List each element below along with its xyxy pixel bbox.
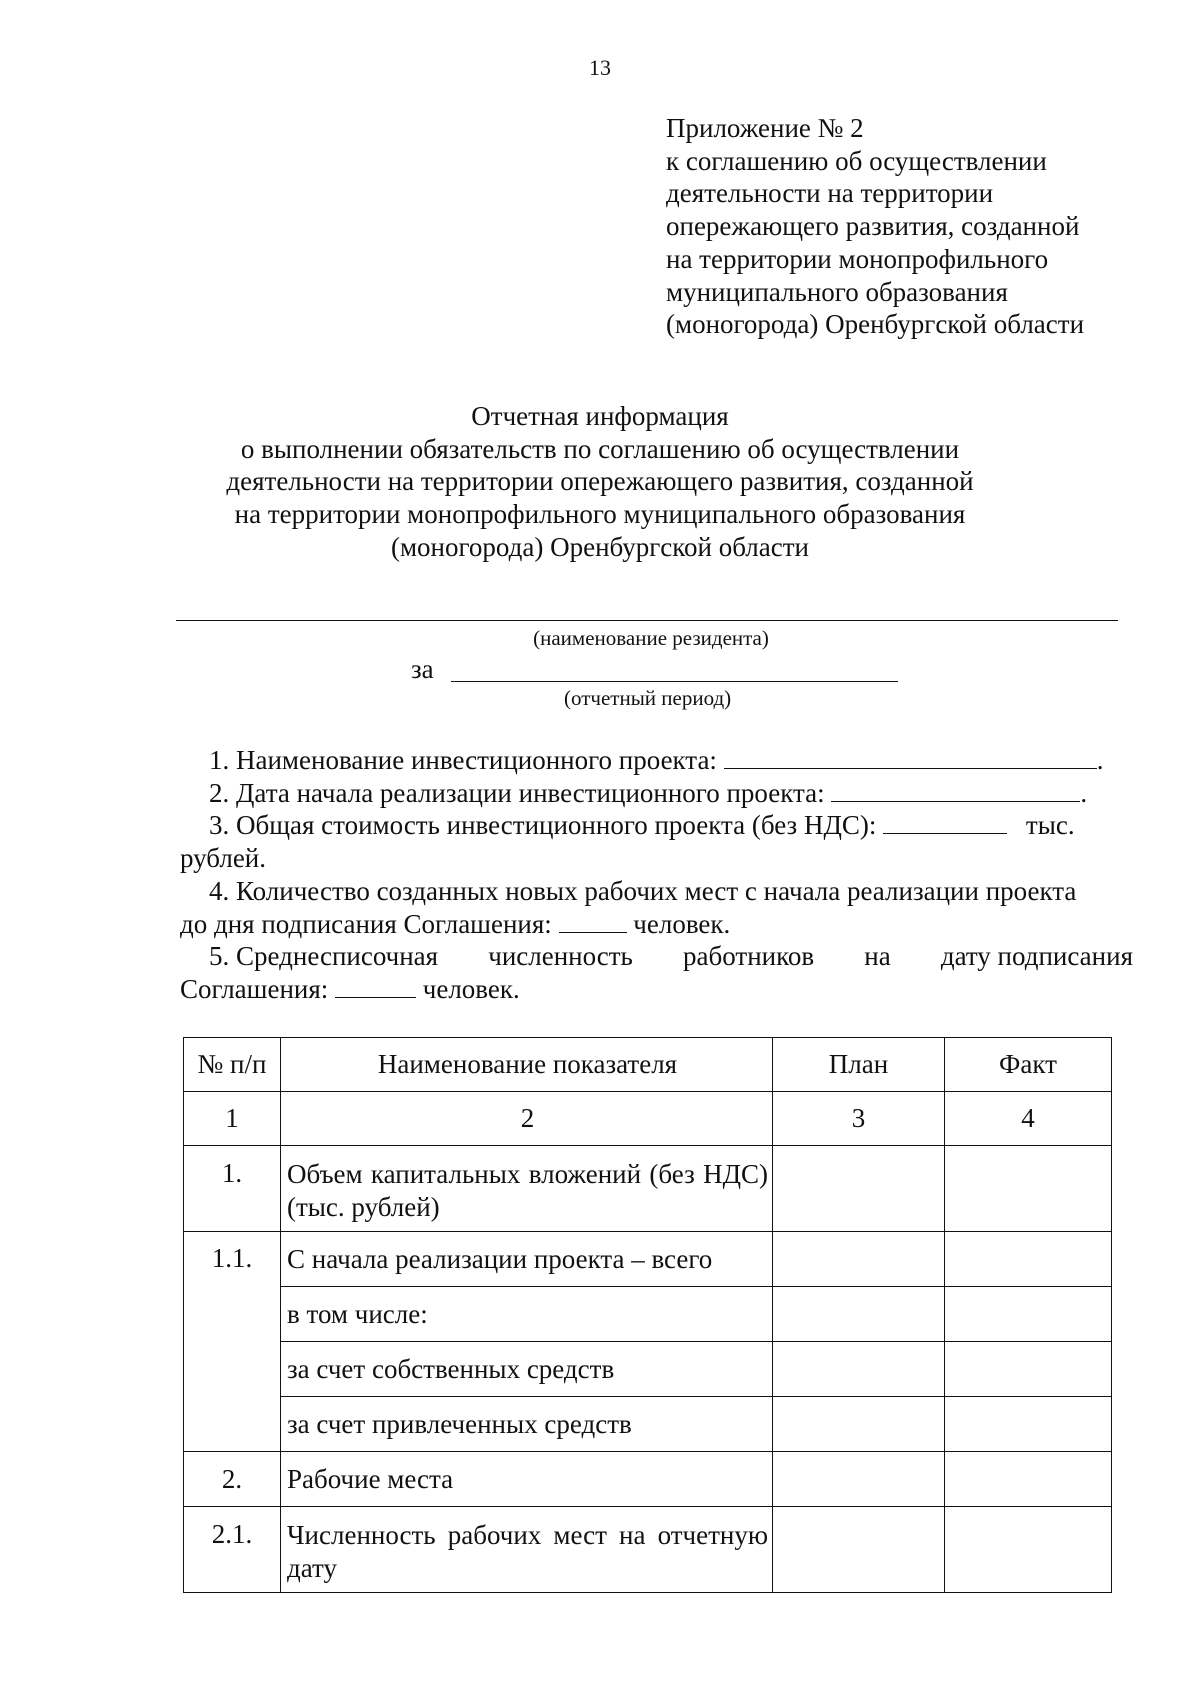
reporting-period-field[interactable] [451, 681, 898, 682]
header-num: № п/п [184, 1038, 281, 1092]
item-1-end: . [1096, 745, 1104, 775]
table-row [184, 1287, 1112, 1342]
item-4-cont [180, 908, 1133, 941]
row-name: С начала реализации проекта – всего [281, 1232, 773, 1287]
item-5-word: дату подписания [940, 941, 1133, 972]
row-name: за счет привлеченных средств [281, 1397, 773, 1452]
appendix-line: муниципального образования [666, 276, 1008, 307]
row-name: Объем капитальных вложений (без НДС) (тыс. рублей) [281, 1146, 773, 1232]
resident-caption: (наименование резидента) [533, 626, 769, 650]
item-4-label: 4. Количество созданных новых рабочих мест с начала реализации проекта [209, 875, 1077, 906]
item-5-word: работников [683, 941, 815, 972]
project-cost-field[interactable] [883, 811, 1007, 834]
item-5-cont [180, 973, 1133, 1006]
new-jobs-field[interactable] [559, 910, 627, 933]
fact-cell[interactable] [945, 1146, 1112, 1232]
item-5 [180, 940, 1133, 973]
col-num-3: 3 [773, 1092, 945, 1146]
fact-cell[interactable] [945, 1342, 1112, 1397]
title-line: о выполнении обязательств по соглашению об осуществлении [240, 433, 960, 464]
resident-name-field[interactable] [176, 620, 1118, 621]
header-plan: План [773, 1038, 945, 1092]
row-name: Рабочие места [281, 1452, 773, 1507]
item-3-cont: рублей. [180, 843, 267, 874]
item-2-label: 2. Дата начала реализации инвестиционного проекта: [209, 777, 825, 808]
title-line: на территории монопрофильного муниципального образования [234, 499, 966, 530]
column-number-row [184, 1092, 1112, 1146]
row-name: Численность рабочих мест на отчетную дату [281, 1507, 773, 1593]
item-4-label-b: до дня подписания Соглашения: [180, 908, 552, 939]
fact-cell[interactable] [945, 1507, 1112, 1593]
plan-cell[interactable] [773, 1342, 945, 1397]
item-5-label-b: Соглашения: [180, 973, 329, 1004]
row-num: 2. [184, 1452, 281, 1507]
item-1-label: 1. Наименование инвестиционного проекта: [209, 745, 717, 775]
table-row [184, 1146, 1112, 1232]
appendix-line: (моногорода) Оренбургской области [666, 309, 1085, 340]
fact-cell[interactable] [945, 1452, 1112, 1507]
project-name-field[interactable] [724, 746, 1097, 769]
item-5-word: на [864, 941, 891, 972]
header-name: Наименование показателя [281, 1038, 773, 1092]
row-name: за счет собственных средств [281, 1342, 773, 1397]
appendix-line: опережающего развития, созданной [666, 211, 1080, 242]
report-title [0, 400, 1200, 564]
table-row [184, 1452, 1112, 1507]
row-num: 2.1. [184, 1507, 281, 1593]
col-num-1: 1 [184, 1092, 281, 1146]
title-line: деятельности на территории опережающего развития, созданной [226, 466, 974, 497]
plan-cell[interactable] [773, 1232, 945, 1287]
appendix-line: на территории монопрофильного [666, 243, 1049, 274]
indicators-table [183, 1037, 1112, 1593]
item-3-label: 3. Общая стоимость инвестиционного проекта (без НДС): [209, 810, 877, 841]
item-5-word: численность [488, 941, 633, 972]
fact-cell[interactable] [945, 1232, 1112, 1287]
col-num-2: 2 [281, 1092, 773, 1146]
row-name: в том числе: [281, 1287, 773, 1342]
title-line: Отчетная информация [471, 401, 729, 431]
col-num-4: 4 [945, 1092, 1112, 1146]
appendix-line: к соглашению об осуществлении [666, 145, 1047, 176]
title-line: (моногорода) Оренбургской области [390, 531, 809, 562]
item-3-unit: тыс. [1025, 810, 1075, 841]
item-3 [180, 809, 1133, 842]
appendix-line: Приложение № 2 [666, 113, 864, 143]
appendix-line: деятельности на территории [666, 178, 994, 209]
item-2-end: . [1080, 777, 1088, 808]
header-fact: Факт [945, 1038, 1112, 1092]
table-row [184, 1507, 1112, 1593]
row-num: 1.1. [184, 1232, 281, 1452]
plan-cell[interactable] [773, 1507, 945, 1593]
plan-cell[interactable] [773, 1287, 945, 1342]
plan-cell[interactable] [773, 1146, 945, 1232]
item-4-unit: человек. [633, 908, 731, 939]
period-prefix: за [411, 654, 434, 684]
project-start-date-field[interactable] [831, 779, 1080, 802]
item-1 [180, 744, 1133, 777]
page-number: 13 [589, 55, 611, 80]
row-num: 1. [184, 1146, 281, 1232]
fact-cell[interactable] [945, 1397, 1112, 1452]
table-row [184, 1397, 1112, 1452]
item-4 [180, 875, 1133, 908]
avg-headcount-field[interactable] [335, 975, 416, 998]
plan-cell[interactable] [773, 1397, 945, 1452]
item-5-word: 5. Среднесписочная [209, 941, 439, 972]
plan-cell[interactable] [773, 1452, 945, 1507]
fact-cell[interactable] [945, 1287, 1112, 1342]
table-row [184, 1342, 1112, 1397]
appendix-heading [666, 112, 1084, 341]
project-items [180, 744, 1133, 1006]
period-caption: (отчетный период) [564, 686, 732, 710]
table-header-row [184, 1038, 1112, 1092]
item-5-unit: человек. [422, 973, 520, 1004]
table-row [184, 1232, 1112, 1287]
item-2 [180, 777, 1133, 810]
